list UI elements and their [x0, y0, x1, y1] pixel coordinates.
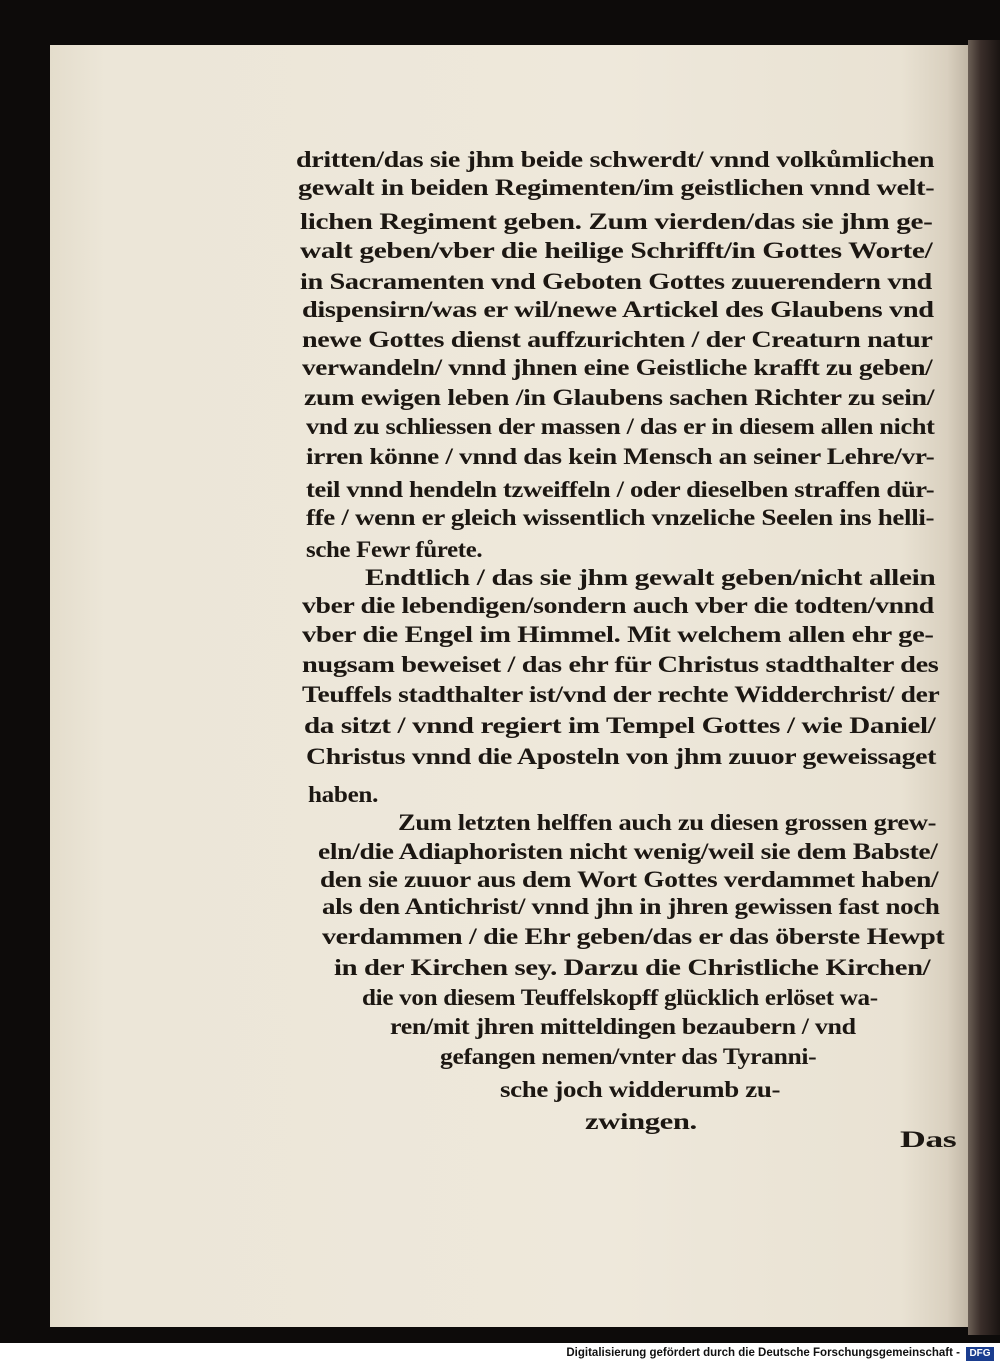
text-line: gefangen nemen/vnter das Tyranni-: [440, 1044, 817, 1069]
text-line: nugsam beweiset / das ehr für Christus stadthalter des: [302, 652, 939, 677]
text-line: newe Gottes dienst auffzurichten / der Creaturn natur: [302, 327, 933, 352]
text-line: vber die Engel im Himmel. Mit welchem allen ehr ge-: [302, 622, 934, 647]
text-line: lichen Regiment geben. Zum vierden/das sie jhm ge-: [300, 209, 933, 234]
text-line: ffe / wenn er gleich wissentlich vnzeliche Seelen ins helli-: [306, 505, 935, 530]
text-line: Zum letzten helffen auch zu diesen grossen grew-: [398, 810, 937, 835]
dfg-logo: DFG: [966, 1347, 994, 1361]
text-line: vber die lebendigen/sondern auch vber die todten/vnnd: [302, 593, 934, 618]
text-line: sche Fewr fůrete.: [306, 537, 483, 562]
text-line: in Sacramenten vnd Geboten Gottes zuuerendern vnd: [300, 269, 932, 294]
text-line: in der Kirchen sey. Darzu die Christliche Kirchen/: [334, 955, 931, 980]
text-line: verwandeln/ vnnd jhnen eine Geistliche krafft zu geben/: [302, 355, 933, 380]
text-line: irren könne / vnnd das kein Mensch an seiner Lehre/vr-: [306, 444, 935, 469]
text-line: gewalt in beiden Regimenten/im geistlichen vnnd welt-: [298, 175, 935, 200]
text-line: ren/mit jhren mitteldingen bezaubern / vnd: [390, 1014, 856, 1039]
text-line: sche joch widderumb zu-: [500, 1077, 781, 1102]
text-line: dritten/das sie jhm beide schwerdt/ vnnd volkůmlichen: [296, 147, 935, 172]
text-line: dispensirn/was er wil/newe Artickel des Glaubens vnd: [302, 297, 934, 322]
text-line: zum ewigen leben /in Glaubens sachen Richter zu sein/: [304, 385, 935, 410]
catchword: Das: [900, 1127, 957, 1152]
text-line: Endtlich / das sie jhm gewalt geben/nicht allein: [365, 565, 936, 590]
text-line: teil vnnd hendeln tzweiffeln / oder dieselben straffen dür-: [306, 477, 935, 502]
footer-bar: [0, 1343, 1000, 1365]
text-line: den sie zuuor aus dem Wort Gottes verdammet haben/: [320, 867, 939, 892]
book-edge: [968, 40, 1000, 1335]
text-line: zwingen.: [585, 1109, 697, 1134]
text-line: vnd zu schliessen der massen / das er in diesem allen nicht: [306, 414, 935, 439]
text-line: verdammen / die Ehr geben/das er das öberste Hewpt: [322, 924, 945, 949]
text-line: als den Antichrist/ vnnd jhn in jhren gewissen fast noch: [322, 894, 940, 919]
text-line: Teuffels stadthalter ist/vnd der rechte Widderchrist/ der: [302, 682, 940, 707]
text-line: die von diesem Teuffelskopff glücklich erlöset wa-: [362, 985, 878, 1010]
footer-credit: Digitalisierung gefördert durch die Deutsche Forschungsgemeinschaft -: [566, 1347, 960, 1359]
text-line: haben.: [308, 782, 379, 807]
text-line: Christus vnnd die Aposteln von jhm zuuor geweissaget: [306, 744, 937, 769]
text-line: walt geben/vber die heilige Schrifft/in Gottes Worte/: [300, 238, 933, 263]
text-line: da sitzt / vnnd regiert im Tempel Gottes / wie Daniel/: [304, 713, 936, 738]
text-line: eln/die Adiaphoristen nicht wenig/weil sie dem Babste/: [318, 839, 938, 864]
